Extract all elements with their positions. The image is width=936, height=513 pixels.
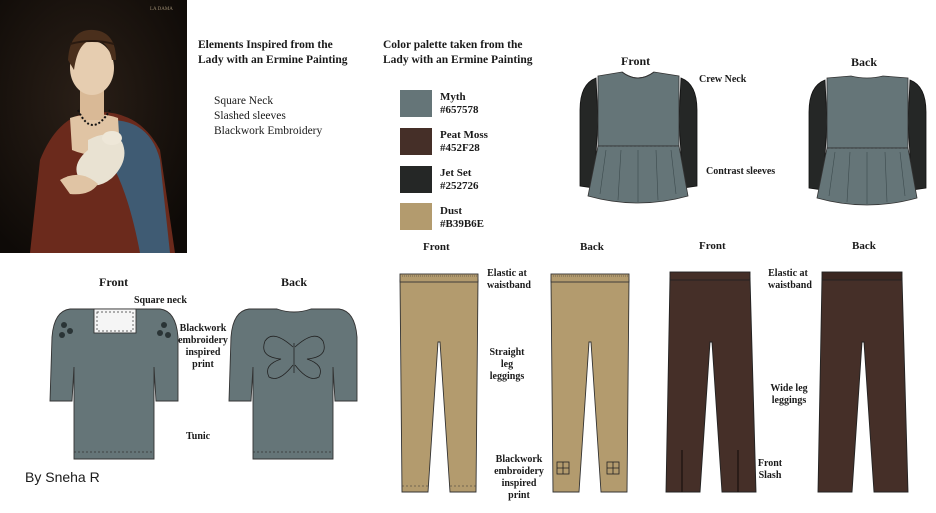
wide-leggings-front-sketch	[666, 270, 756, 496]
color-name: Dust	[440, 205, 463, 217]
straight-leggings-front-sketch	[398, 272, 480, 496]
tunic-back-sketch	[229, 307, 359, 462]
callout-line: Blackwork	[179, 323, 227, 334]
wide-leggings-back-sketch	[818, 270, 908, 496]
inspiration-element: Slashed sleeves	[214, 110, 286, 122]
color-label-peat-moss	[440, 129, 488, 155]
inspiration-elements-list	[214, 94, 322, 139]
straight-leggings-front-label: Front	[423, 241, 450, 253]
peplum-back-label: Back	[851, 55, 878, 69]
color-hex: #657578	[440, 104, 479, 116]
callout-front-slash	[756, 458, 784, 482]
callout-line: Elastic at	[487, 268, 527, 279]
inspiration-title-line2: Lady with an Ermine Painting	[198, 54, 348, 66]
peplum-top-back-sketch	[805, 72, 930, 212]
callout-line: Slash	[758, 470, 782, 481]
callout-line: leggings	[489, 371, 525, 382]
wide-leggings-front-label: Front	[699, 240, 726, 252]
svg-text:LA DAMA: LA DAMA	[150, 7, 173, 12]
callout-square-neck: Square neck	[134, 295, 187, 306]
color-label-dust	[440, 205, 484, 231]
callout-elastic-waistband-wide	[768, 268, 812, 292]
color-swatch-dust	[400, 203, 432, 230]
peplum-top-front-sketch	[576, 70, 701, 210]
inspiration-element: Square Neck	[214, 95, 274, 107]
callout-line: inspired	[185, 347, 221, 358]
callout-line: waistband	[768, 280, 812, 291]
inspiration-title	[198, 38, 378, 68]
callout-line: Elastic at	[768, 268, 808, 279]
callout-line: Blackwork	[495, 454, 543, 465]
tunic-back-label: Back	[281, 275, 308, 289]
callout-tunic: Tunic	[186, 431, 211, 442]
callout-blackwork-print-leggings	[494, 454, 544, 502]
color-swatch-myth	[400, 90, 432, 117]
tunic-front-sketch	[50, 307, 180, 462]
color-hex: #252726	[440, 180, 479, 192]
color-label-jet-set	[440, 167, 479, 193]
color-name: Peat Moss	[440, 129, 488, 141]
callout-line: embroidery	[494, 466, 544, 477]
wide-leggings-back-label: Back	[852, 240, 876, 252]
palette-title-line1: Color palette taken from the	[383, 39, 523, 51]
color-hex: #452F28	[440, 142, 480, 154]
color-hex: #B39B6E	[440, 218, 485, 230]
callout-line: print	[508, 490, 530, 501]
color-name: Myth	[440, 91, 466, 103]
palette-title-line2: Lady with an Ermine Painting	[383, 54, 533, 66]
callout-blackwork-embroidery-print	[177, 323, 229, 371]
callout-line: Front	[757, 458, 783, 469]
palette-title	[383, 38, 563, 68]
callout-line: waistband	[487, 280, 531, 291]
color-name: Jet Set	[440, 167, 472, 179]
inspiration-element: Blackwork Embroidery	[214, 125, 323, 137]
callout-straight-leg-leggings	[485, 347, 529, 383]
callout-wide-leg-leggings	[767, 383, 811, 407]
callout-line: Wide leg	[770, 383, 808, 394]
painting-lady-with-an-ermine	[0, 0, 187, 253]
color-label-myth	[440, 91, 479, 117]
callout-line: embroidery	[178, 335, 228, 346]
callout-line: print	[192, 359, 214, 370]
callout-elastic-waistband-straight	[487, 268, 531, 292]
callout-contrast-sleeves: Contrast sleeves	[706, 166, 776, 177]
callout-line: leggings	[771, 395, 807, 406]
callout-crew-neck: Crew Neck	[699, 74, 747, 85]
color-swatch-jet-set	[400, 166, 432, 193]
callout-line: inspired	[501, 478, 537, 489]
straight-leggings-back-label: Back	[580, 241, 604, 253]
inspiration-title-line1: Elements Inspired from the	[198, 39, 333, 51]
designer-credit: By Sneha R	[25, 469, 100, 485]
straight-leggings-back-sketch	[549, 272, 631, 496]
peplum-front-label: Front	[621, 54, 651, 68]
callout-line: Straight leg	[489, 347, 525, 370]
tunic-front-label: Front	[99, 275, 129, 289]
color-swatch-peat-moss	[400, 128, 432, 155]
